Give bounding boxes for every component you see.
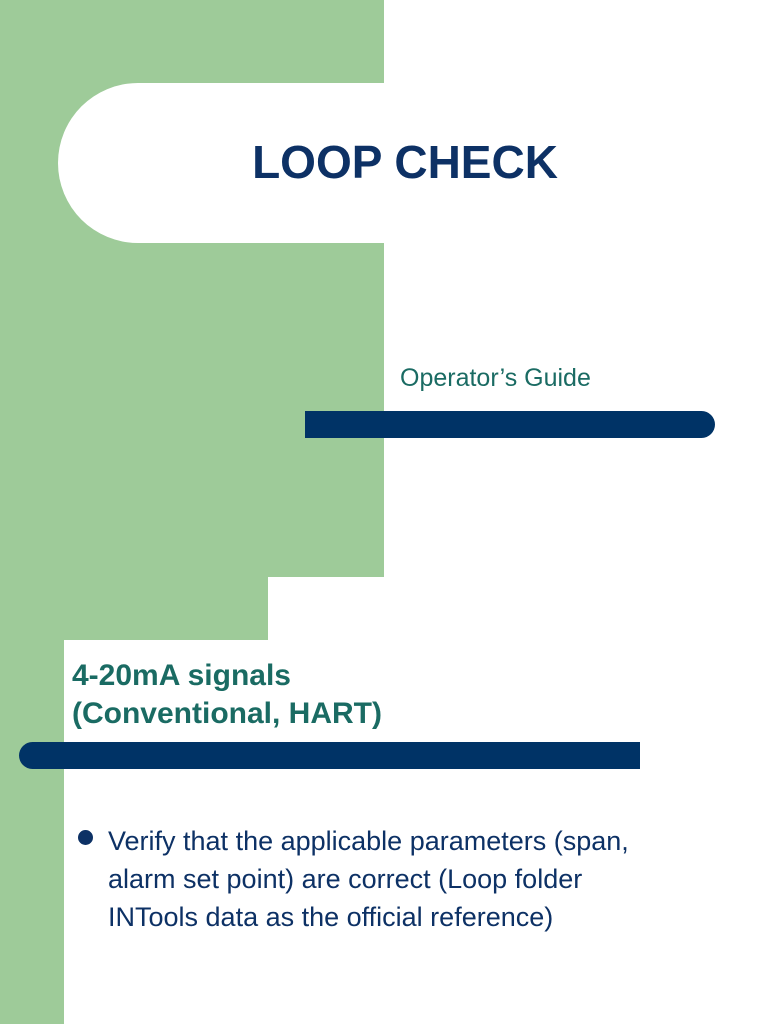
section-heading-line-1: 4-20mA signals: [72, 659, 291, 692]
bullet-line-2: alarm set point) are correct (Loop folder: [108, 864, 583, 894]
section-heading: [72, 657, 382, 733]
section-heading-line-2: (Conventional, HART): [72, 697, 382, 730]
bullet-line-3: INTools data as the official reference): [108, 902, 554, 932]
green-panel-lower: [0, 640, 64, 1024]
bullet-list: [72, 822, 712, 936]
green-panel-step: [0, 577, 268, 640]
slide-title: LOOP CHECK: [252, 136, 558, 188]
bullet-line-1: Verify that the applicable parameters (span,: [108, 826, 629, 856]
slide-subtitle: Operator’s Guide: [400, 364, 591, 392]
decorative-bar-top: [305, 411, 715, 438]
list-item: [72, 822, 712, 936]
bullet-dot-icon: [78, 830, 93, 845]
decorative-bar-bottom: [19, 742, 640, 769]
